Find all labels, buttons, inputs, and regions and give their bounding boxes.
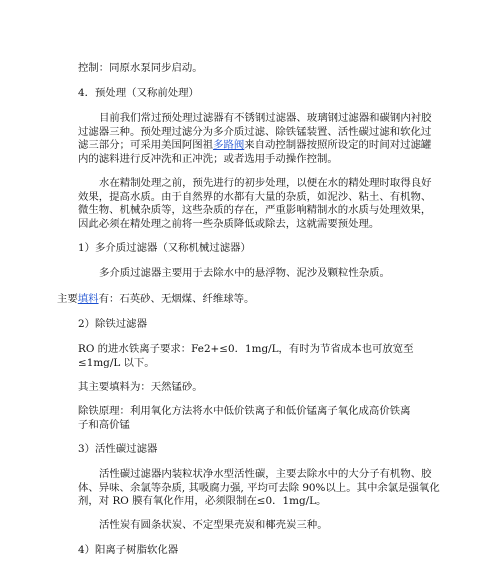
text-line: 体、异味、余氯等杂质, 其吸腐力强, 平均可去除 90%以上。其中余氯是强氧化 bbox=[78, 481, 440, 494]
text-fragment: 主要 bbox=[57, 293, 78, 305]
paragraph-iron-filler: 其主要填料为：天然锰砂。 bbox=[78, 381, 203, 393]
text-line: 因此必须在精处理之前将一些杂质降低或除去，这就需要预处理。 bbox=[78, 217, 380, 230]
text-line: 除铁原理：利用氧化方法将水中低价铁离子和低价锰离子氧化成高价铁离 bbox=[78, 405, 411, 417]
heading-pretreatment: 4．预处理（又称前处理） bbox=[78, 87, 199, 99]
text-line: ≤1mg/L 以下。 bbox=[78, 356, 155, 369]
text-line: 水在精制处理之前，预先进行的初步处理，以便在水的精处理时取得良好 bbox=[99, 177, 432, 189]
paragraph-pretreatment-filters bbox=[78, 112, 432, 166]
paragraph-pretreatment-purpose bbox=[78, 177, 432, 231]
text-line: 剂，对 RO 膜有氧化作用，必须限制在≤0．1mg/L。 bbox=[78, 495, 327, 507]
paragraph-multimedia-filter: 多介质过滤器主要用于去除水中的悬浮物、泥沙及颗粒性杂质。 bbox=[99, 267, 390, 279]
multiway-valve-link[interactable]: 多路阀 bbox=[213, 139, 245, 151]
text-line: 子和高价锰 bbox=[78, 418, 130, 431]
text-line: 微生物、机械杂质等，这些杂质的存在，严重影响精制水的水质与处理效果， bbox=[78, 204, 432, 216]
text-line: 过滤器三种。预处理过滤分为多介质过滤、除铁锰装置、活性碳过滤和软化过 bbox=[78, 125, 432, 138]
paragraph-fillers bbox=[57, 293, 397, 307]
text-fragment: 有：石英砂、无烟煤、纤维球等。 bbox=[98, 293, 255, 305]
paragraph-iron-removal-principle bbox=[78, 405, 418, 432]
heading-activated-carbon-filter: 3）活性碳过滤器 bbox=[78, 443, 158, 455]
text-line: RO 的进水铁离子要求：Fe2+≤0．1mg/L，有时为节省成本也可放宽至 bbox=[78, 343, 414, 355]
heading-cation-resin-softener: 4）阳离子树脂软化器 bbox=[78, 544, 179, 556]
text-line: 效果，提高水质。由于自然界的水都有大量的杂质，如泥沙、粘土、有机物、 bbox=[78, 190, 432, 203]
text-fragment: 滤三部分；可采用美国阿图祖 bbox=[78, 139, 214, 151]
heading-multimedia-filter: 1）多介质过滤器（又称机械过滤器） bbox=[78, 242, 251, 254]
paragraph-ro-iron-requirement bbox=[78, 343, 418, 370]
text-line: 活性碳过滤器内装粒状净水型活性碳，主要去除水中的大分子有机物、胶 bbox=[99, 468, 432, 480]
paragraph-control: 控制：同原水泵同步启动。 bbox=[78, 62, 203, 74]
paragraph-carbon-types: 活性炭有圆条状炭、不定型果壳炭和椰壳炭三种。 bbox=[99, 519, 328, 531]
heading-iron-removal-filter: 2）除铁过滤器 bbox=[78, 318, 147, 330]
filler-link[interactable]: 填料 bbox=[77, 293, 99, 305]
text-fragment: 来自动控制器按照所设定的时间对过滤罐 bbox=[244, 139, 432, 151]
text-line: 目前我们常过预处理过滤器有不锈钢过滤器、玻璃钢过滤器和碳钢内衬胶 bbox=[99, 112, 432, 124]
text-line bbox=[78, 139, 432, 153]
text-line: 内的滤料进行反冲洗和正冲洗；或者选用手动操作控制。 bbox=[78, 152, 338, 165]
paragraph-activated-carbon bbox=[78, 468, 440, 509]
